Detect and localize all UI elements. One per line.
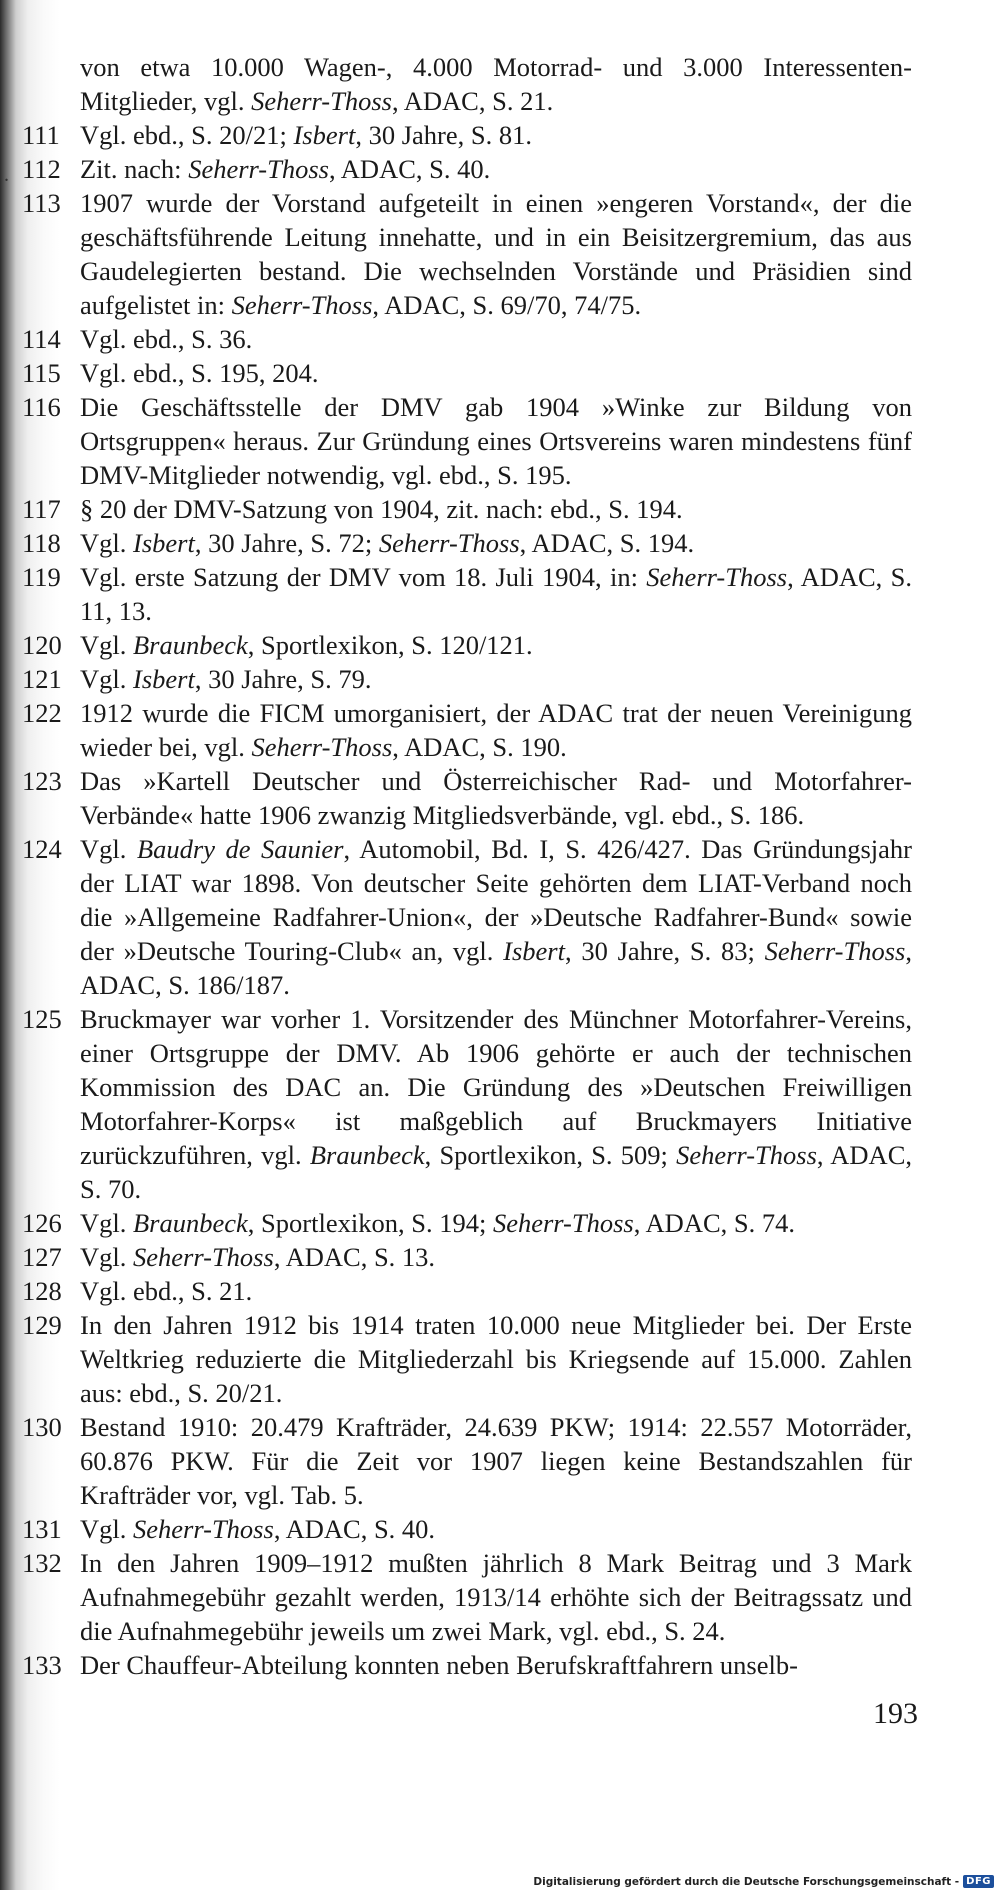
footnote-number: 118 [22, 528, 61, 558]
footnote-text: Vgl. ebd., S. 21. [80, 1276, 253, 1306]
footnote-text: In den Jahren 1909–1912 mußten jährlich 8 Mark Beitrag und 3 Mark Aufnahmegebühr gezahlt werden, 1913/14 erhöhte sich der Beitragssatz und die Aufnahmegebühr jeweils um zwei Mark, vgl. ebd., S. 24. [80, 1548, 912, 1646]
footnote-113 [0, 186, 1000, 322]
footnote-number: 119 [22, 562, 61, 592]
footnote-127 [0, 1240, 1000, 1274]
footnote-text: Das »Kartell Deutscher und Österreichischer Rad- und Motorfahrer-Verbände« hatte 1906 zwanzig Mitgliedsverbände, vgl. ebd., S. 186. [80, 766, 912, 830]
footnote-text: Bestand 1910: 20.479 Krafträder, 24.639 PKW; 1914: 22.557 Motorräder, 60.876 PKW. Für die Zeit vor 1907 liegen keine Bestandszahlen für Krafträder vor, vgl. Tab. 5. [80, 1412, 912, 1510]
footnote-text: Vgl. Isbert, 30 Jahre, S. 72; Seherr-Thoss, ADAC, S. 194. [80, 528, 695, 558]
footnote-text: Vgl. ebd., S. 195, 204. [80, 358, 319, 388]
footnote-122 [0, 696, 1000, 764]
footnote-123 [0, 764, 1000, 832]
footnote-121 [0, 662, 1000, 696]
footnote-130 [0, 1410, 1000, 1512]
footnote-text: Vgl. erste Satzung der DMV vom 18. Juli 1904, in: Seherr-Thoss, ADAC, S. 11, 13. [80, 562, 912, 626]
footnote-text: Vgl. Baudry de Saunier, Automobil, Bd. I, S. 426/427. Das Gründungsjahr der LIAT war 1898. Von deutscher Seite gehörten dem LIAT-Verband noch die »Allgemeine Radfahrer-Union«, der »Deutsche Radfahrer-Bund« sowie der »Deutsche Touring-Club« an, vgl. Isbert, 30 Jahre, S. 83; Seherr-Thoss, ADAC, S. 186/187. [80, 834, 913, 1000]
footnote-number: 115 [22, 358, 61, 388]
footnote-text: Bruckmayer war vorher 1. Vorsitzender des Münchner Motorfahrer-Vereins, einer Ortsgruppe der DMV. Ab 1906 gehörte er auch der technischen Kommission des DAC an. Die Gründung des »Deutschen Freiwilligen Motorfahrer-Korps« ist maßgeblich auf Bruckmayers Initiative zurückzuführen, vgl. Braunbeck, Sportlexikon, S. 509; Seherr-Thoss, ADAC, S. 70. [80, 1004, 912, 1204]
footnote-number: 121 [22, 664, 62, 694]
footnote-number: 132 [22, 1548, 62, 1578]
footnote-number: 117 [22, 494, 61, 524]
footnote-text: Vgl. Braunbeck, Sportlexikon, S. 120/121. [80, 630, 533, 660]
footnote-128 [0, 1274, 1000, 1308]
footnote-129 [0, 1308, 1000, 1410]
footnote-119 [0, 560, 1000, 628]
footnote-number: 114 [22, 324, 61, 354]
footnote-112 [0, 152, 1000, 186]
footnote-text: Vgl. Braunbeck, Sportlexikon, S. 194; Seherr-Thoss, ADAC, S. 74. [80, 1208, 795, 1238]
footnote-125 [0, 1002, 1000, 1206]
footer-text: Digitalisierung gefördert durch die Deutsche Forschungsgemeinschaft - [533, 1875, 960, 1888]
margin-mark: . [4, 164, 9, 186]
footnote-text: 1907 wurde der Vorstand aufgeteilt in einen »engeren Vorstand«, der die geschäftsführende Leitung innehatte, und in ein Beisitzergremium, das aus Gaudelegierten bestand. Die wechselnden Vorstände und Präsidien sind aufgelistet in: Seherr-Thoss, ADAC, S. 69/70, 74/75. [80, 188, 912, 320]
footnote-text: 1912 wurde die FICM umorganisiert, der ADAC trat der neuen Vereinigung wieder bei, vgl. Seherr-Thoss, ADAC, S. 190. [80, 698, 912, 762]
footnote-118 [0, 526, 1000, 560]
footnote-131 [0, 1512, 1000, 1546]
dfg-logo: DFG [963, 1875, 994, 1888]
footnote-number: 111 [22, 120, 60, 150]
footnote-116 [0, 390, 1000, 492]
footnote-text: Vgl. ebd., S. 20/21; Isbert, 30 Jahre, S. 81. [80, 120, 532, 150]
footnote-number: 112 [22, 154, 61, 184]
footnote-text: Die Geschäftsstelle der DMV gab 1904 »Winke zur Bildung von Ortsgruppen« heraus. Zur Gründung eines Ortsvereins waren mindestens fünf DMV-Mitglieder notwendig, vgl. ebd., S. 195. [80, 392, 912, 490]
footnote-124 [0, 832, 1000, 1002]
footnote-number: 125 [22, 1004, 62, 1034]
footnote-133 [0, 1648, 1000, 1682]
footnote-132 [0, 1546, 1000, 1648]
footnote-number: 113 [22, 188, 61, 218]
footnote-number: 123 [22, 766, 62, 796]
footnote-number: 124 [22, 834, 62, 864]
footnote-115 [0, 356, 1000, 390]
footnote-number: 131 [22, 1514, 62, 1544]
footnote-continuation [0, 50, 1000, 118]
footnote-number: 133 [22, 1650, 62, 1680]
footnote-text: Zit. nach: Seherr-Thoss, ADAC, S. 40. [80, 154, 491, 184]
footnote-number: 116 [22, 392, 61, 422]
footnote-text: In den Jahren 1912 bis 1914 traten 10.000 neue Mitglieder bei. Der Erste Weltkrieg reduzierte die Mitgliederzahl bis Kriegsende auf 15.000. Zahlen aus: ebd., S. 20/21. [80, 1310, 912, 1408]
footnote-117 [0, 492, 1000, 526]
footnote-number: 129 [22, 1310, 62, 1340]
footnote-text: von etwa 10.000 Wagen-, 4.000 Motorrad- und 3.000 Interessenten-Mitglieder, vgl. Seherr-Thoss, ADAC, S. 21. [80, 52, 912, 116]
footnote-text: Der Chauffeur-Abteilung konnten neben Berufskraftfahrern unselb- [80, 1650, 798, 1680]
footnote-text: Vgl. Isbert, 30 Jahre, S. 79. [80, 664, 372, 694]
footnote-number: 120 [22, 630, 62, 660]
footnote-number: 128 [22, 1276, 62, 1306]
footnote-number: 126 [22, 1208, 62, 1238]
footnote-120 [0, 628, 1000, 662]
footnote-list [0, 50, 1000, 1682]
page-number: 193 [873, 1697, 918, 1730]
footnote-text: Vgl. Seherr-Thoss, ADAC, S. 40. [80, 1514, 436, 1544]
footnote-text: Vgl. Seherr-Thoss, ADAC, S. 13. [80, 1242, 436, 1272]
footnote-111 [0, 118, 1000, 152]
footnote-number: 122 [22, 698, 62, 728]
footnote-number: 127 [22, 1242, 62, 1272]
footnote-text: § 20 der DMV-Satzung von 1904, zit. nach: ebd., S. 194. [80, 494, 683, 524]
footnote-126 [0, 1206, 1000, 1240]
digitization-footer [533, 1875, 994, 1888]
footnote-text: Vgl. ebd., S. 36. [80, 324, 253, 354]
footnote-114 [0, 322, 1000, 356]
footnote-number: 130 [22, 1412, 62, 1442]
